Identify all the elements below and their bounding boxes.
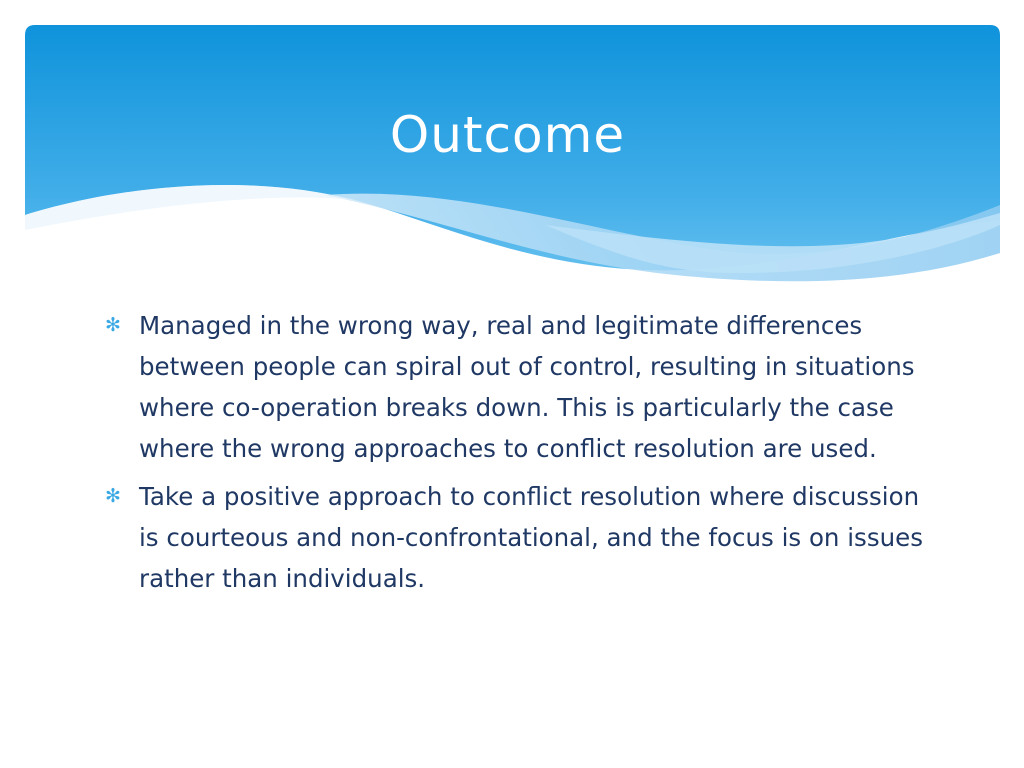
asterisk-bullet-icon: ✻	[105, 485, 121, 507]
bullet-text: Take a positive approach to conflict resolution where discussion is courteous and non-confrontational, and the focus is on issues rather than individuals.	[139, 482, 923, 593]
list-item	[105, 476, 925, 599]
bullet-text: Managed in the wrong way, real and legitimate differences between people can spiral out of control, resulting in situations where co-operation breaks down. This is particularly the case where the wrong approaches to conflict resolution are used.	[139, 311, 915, 463]
bullet-list	[105, 305, 925, 606]
slide-header-banner	[25, 25, 1000, 290]
list-item	[105, 305, 925, 469]
slide-title: Outcome	[389, 106, 626, 164]
asterisk-bullet-icon: ✻	[105, 314, 121, 336]
